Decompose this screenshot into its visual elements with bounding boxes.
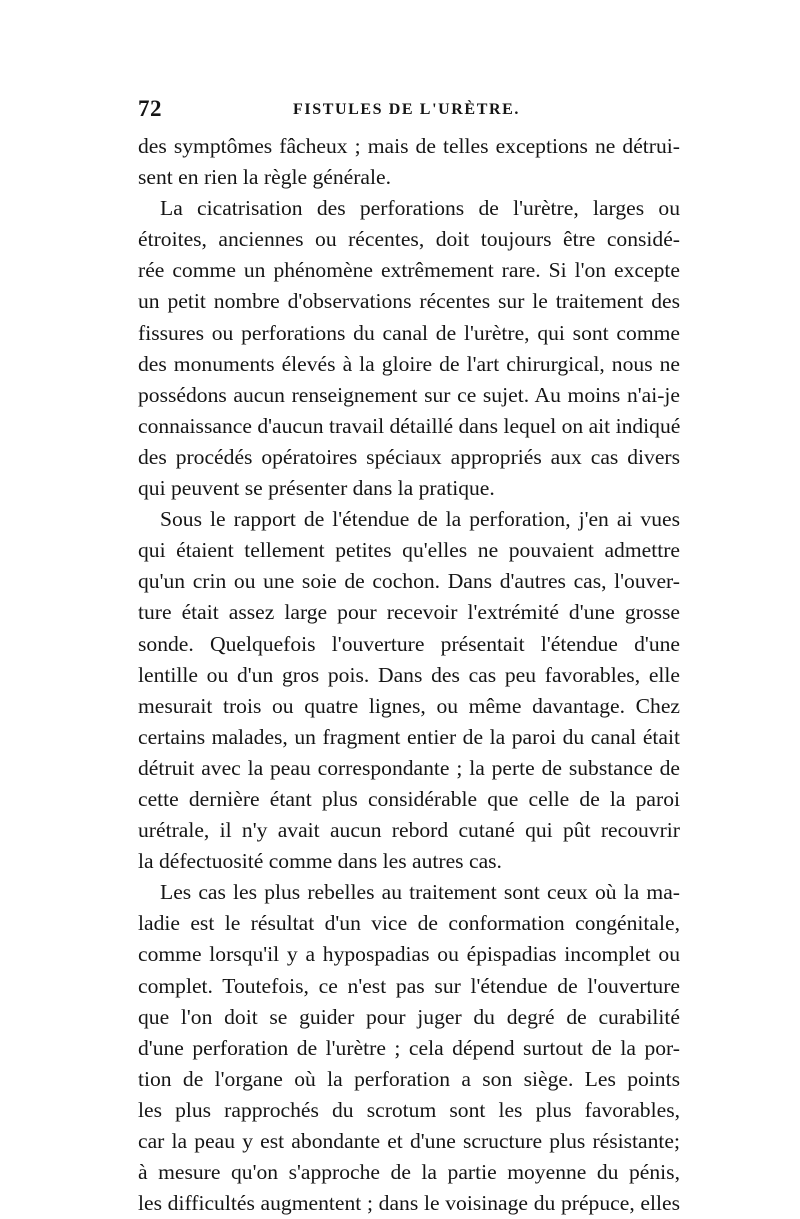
text-line: possédons aucun renseignement sur ce sujet. Au moins n'ai-je [138,382,680,407]
text-line: sonde. Quelquefois l'ouverture présentait l'étendue d'une [138,631,680,656]
text-line: qui étaient tellement petites qu'elles ne pouvaient admettre [138,538,680,563]
text-line: les difficultés augmentent ; dans le voisinage du prépuce, elles [138,1191,680,1216]
text-line: tion de l'organe où la perforation a son siège. Les points [138,1066,680,1091]
text-line: des monuments élevés à la gloire de l'art chirurgical, nous ne [138,351,680,376]
text-line: étroites, anciennes ou récentes, doit toujours être considé- [138,227,680,252]
text-line: qui peuvent se présenter dans la pratique. [138,476,495,501]
text-line: comme lorsqu'il y a hypospadias ou épispadias incomplet ou [138,942,680,967]
text-line: ladie est le résultat d'un vice de conformation congénitale, [138,911,680,936]
page-number: 72 [138,96,162,121]
running-title: FISTULES DE L'URÈTRE. [293,101,520,118]
text-line: Les cas les plus rebelles au traitement sont ceux où la ma- [160,880,680,905]
text-line: les plus rapprochés du scrotum sont les plus favorables, [138,1097,680,1122]
text-line: urétrale, il n'y avait aucun rebord cutané qui pût recouvrir [138,818,680,843]
text-line: des procédés opératoires spéciaux appropriés aux cas divers [138,444,680,469]
text-line: cette dernière étant plus considérable que celle de la paroi [138,786,680,811]
text-line: certains malades, un fragment entier de la paroi du canal était [138,724,680,749]
text-line: la défectuosité comme dans les autres cas. [138,849,502,874]
running-head [138,96,678,126]
text-line: connaissance d'aucun travail détaillé dans lequel on ait indiqué [138,413,680,438]
text-line: des symptômes fâcheux ; mais de telles exceptions ne détrui- [138,134,680,158]
text-line: Sous le rapport de l'étendue de la perforation, j'en ai vues [160,507,680,532]
text-line: un petit nombre d'observations récentes sur le traitement des [138,289,680,314]
text-line: lentille ou d'un gros pois. Dans des cas peu favorables, elle [138,662,680,687]
text-line: détruit avec la peau correspondante ; la perte de substance de [138,755,680,780]
text-line: La cicatrisation des perforations de l'urètre, larges ou [160,196,680,221]
text-line: sent en rien la règle générale. [138,165,391,190]
text-line: à mesure qu'on s'approche de la partie moyenne du pénis, [138,1160,680,1185]
text-line: qu'un crin ou une soie de cochon. Dans d'autres cas, l'ouver- [138,569,680,594]
text-line: rée comme un phénomène extrêmement rare. Si l'on excepte [138,258,680,283]
text-line: car la peau y est abondante et d'une scructure plus résistante; [138,1129,680,1153]
text-line: fissures ou perforations du canal de l'urètre, qui sont comme [138,320,680,345]
text-line: complet. Toutefois, ce n'est pas sur l'étendue de l'ouverture [138,973,680,998]
text-line: ture était assez large pour recevoir l'extrémité d'une grosse [138,600,680,625]
text-line: mesurait trois ou quatre lignes, ou même davantage. Chez [138,693,680,718]
text-line: que l'on doit se guider pour juger du degré de curabilité [138,1004,680,1029]
text-line: d'une perforation de l'urètre ; cela dépend surtout de la por- [138,1035,680,1060]
body-text [138,131,680,1219]
